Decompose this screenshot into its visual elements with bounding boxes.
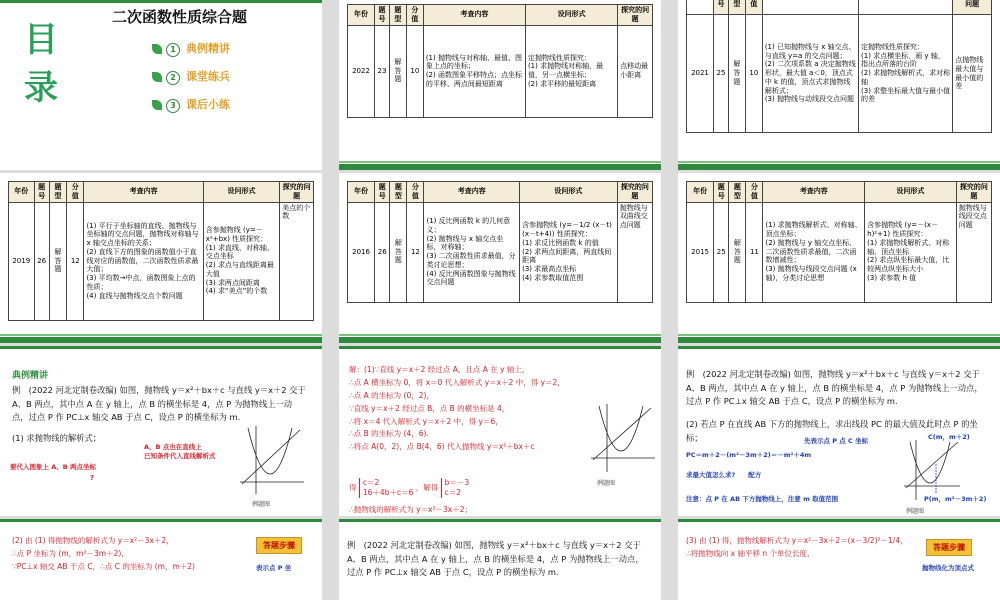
header-year: 年份	[9, 182, 35, 203]
parabola-curve	[248, 428, 292, 474]
solution-conclusion: ∴抛物线的解析式为 y＝x²－3x＋2；	[349, 505, 473, 514]
cell-year: 2016	[348, 202, 375, 302]
cell-content: (1) 求抛物线解析式、对称轴、顶点坐标； (2) 抛物线与 y 轴交点坐标，二次函数性质求最值，二次函数增减性； (3) 抛物线与线段交点问题 (x 轴)，分类讨论思想	[763, 202, 865, 302]
slide-answer-3[interactable]	[678, 519, 1000, 600]
cell-form: 含参抛物线 (y=－x²+bx) 性质探究： (1) 求直线、对称轴、交点坐标 (2) 求点与直线距离最大值 (3) 求两点间距离 (4) 求“美点”的个数	[203, 202, 280, 320]
toc-item-label: 课堂练兵	[186, 70, 230, 83]
slide-top-bar	[678, 346, 1000, 349]
cell-qtype: 解答题	[389, 25, 406, 117]
parabola-figure	[587, 402, 657, 474]
header-score: 分值	[746, 182, 763, 203]
cell-year: 2021	[687, 15, 714, 133]
header-content-blank	[762, 0, 858, 15]
slide-table-2021[interactable]	[678, 0, 1000, 170]
cell-form: 含参抛物线 (y=－(x－h)²+1) 性质探究： (1) 求抛物线解析式、对称轴、顶点坐标 (2) 求点纵坐标最大值，比较两点纵坐标大小 (3) 求参数 h 值	[865, 202, 957, 302]
slide-table-2022[interactable]	[339, 0, 661, 170]
cell-content: (1) 反比例函数 k 的几何意义； (2) 抛物线与 x 轴交点坐标，对称轴； (3) 二次函数性质求最值，分类讨论思想； (4) 反比例函数图象与抛物线交点问题	[424, 202, 520, 302]
table-row	[348, 25, 653, 117]
cell-content: (1) 已知抛物线与 x 轴交点、与直线 y=a 的交点问题； (2) 二次项系数 a 决定抛物线形状，最大值 a＜0，顶点式中 k 的值，顶点式求抛物线解析式； (3) 抛物线与动线段交点问题	[762, 15, 858, 133]
header-score: 值	[745, 0, 762, 15]
leaf-icon	[152, 44, 162, 54]
exam-table	[347, 4, 653, 118]
system-prefix: 得	[349, 482, 357, 492]
header-qnum: 号	[713, 0, 728, 15]
header-qtype: 型	[728, 0, 745, 15]
table-row	[687, 202, 992, 302]
equation-system	[349, 478, 469, 498]
leaf-icon	[152, 72, 162, 82]
question-1: (1) 求抛物线的解析式；	[12, 433, 102, 443]
toc-char-mu: 目	[24, 20, 58, 60]
header-explore: 探究的问题	[956, 182, 991, 203]
header-year: 年份	[687, 182, 714, 203]
table-header-row	[9, 182, 314, 203]
header-qnum: 题号	[375, 182, 390, 203]
exam-table	[686, 0, 992, 133]
label-point-c: C(m，m＋2)	[928, 433, 970, 441]
cell-content: (1) 抛物线与对称轴、最值、图象上点的坐标； (2) 函数图象平移特点；点坐标的平移、两点间最短距离	[423, 25, 525, 117]
slide-bottom-bar	[339, 164, 661, 170]
system-mid: ，解得	[415, 482, 439, 492]
cell-form: 含参抛物线 (y=－1/2 (x－t)(x－t+4)) 性质探究： (1) 求反比例函数 k 的值 (2) 求两点间距离，两直线间距离 (3) 求最高点坐标 (4) 求参数取值范围	[520, 202, 618, 302]
slide-toc[interactable]	[0, 0, 322, 170]
note-coordinates: 先表示点 P 点 C 坐标	[804, 437, 869, 445]
header-content: 考查内容	[423, 5, 525, 26]
cell-year: 2022	[348, 25, 375, 117]
header-qtype: 题型	[49, 182, 66, 203]
note-substitute: 要代入图象上 A、B 两点坐标	[10, 463, 97, 471]
toc-item-label: 课后小练	[186, 98, 230, 111]
cell-explore: 抛物线与线段交点问题	[956, 202, 991, 302]
header-qtype: 题型	[389, 5, 406, 26]
slide-table-2015[interactable]	[678, 173, 1000, 343]
header-form: 设问形式	[525, 5, 617, 26]
pc-formula: PC＝m＋2－(m²－3m＋2)＝－m²＋4m	[686, 451, 812, 459]
cell-year: 2019	[9, 202, 35, 320]
toc-num: 2	[166, 71, 180, 85]
header-explore: 问题	[953, 0, 992, 15]
table-row	[9, 202, 314, 320]
slide-bottom-bar	[678, 337, 1000, 343]
header-qtype: 题型	[390, 182, 407, 203]
table-header-row	[348, 5, 653, 26]
answer-text: (3) 由 (1) 得，抛物线解析式为 y＝x²－3x＋2＝(x－3/2)²－1/4， ∴将抛物线向 x 轴平移 n 个单位长度，	[686, 536, 908, 558]
section-heading: 典例精讲	[12, 371, 49, 381]
solution-brace	[441, 478, 470, 498]
header-content: 考查内容	[424, 182, 520, 203]
note-max: 求最大值怎么求? 配方	[686, 471, 762, 479]
header-year: 年份	[348, 182, 375, 203]
note-question-mark: ?	[90, 474, 95, 482]
leaf-icon	[152, 100, 162, 110]
figure-caption: 例题图	[597, 480, 616, 487]
slide-solution-1[interactable]	[339, 346, 661, 516]
slide-top-bar	[339, 346, 661, 349]
cell-form: 定抛物线性质探究： (1) 求抛物线对称轴，最值，另一点横坐标； (2) 求平移的最短距离	[525, 25, 617, 117]
note-points-on-line: A、B 点也在直线上 已知条件代入直线解析式	[144, 443, 216, 460]
solution-text: 解：(1)∵直线 y＝x＋2 经过点 A，且点 A 在 y 轴上， ∴点 A 横坐标为 0，将 x＝0 代入解析式 y＝x＋2 中，得 y＝2， ∴点 A 的坐标为 (0，2)， ∵直线 y＝x＋2 经过点 B，点 B 的横坐标是 4， ∴将 x＝4 代入解析式 y＝x＋2 中，得 y＝6， ∴点 B 的坐标为 (4，6). ∴将点 A(0，2)，点 B(4，6) 代入抛物线 y＝x²＋bx＋c	[349, 365, 565, 452]
slide-bottom-bar	[339, 337, 661, 343]
cell-qnum: 25	[714, 202, 729, 302]
note-range: 注意：点 P 在 AB 下方抛物线上，注意 m 取值范围	[686, 495, 839, 503]
header-form-blank	[859, 0, 953, 15]
cell-year: 2015	[687, 202, 714, 302]
cell-qtype: 解答题	[728, 15, 745, 133]
problem-text: 例 (2022 河北定制卷改编) 如图，抛物线 y＝x²＋bx＋c 与直线 y＝x＋2 交于 A、B 两点，其中点 A 在 y 轴上，点 B 的横坐标是 4，点 P 为抛物线上一动点，过点 P 作 PC⊥x 轴交 AB 于点 C，设点 P 的横坐标为 m.	[347, 540, 644, 578]
side-note: 表示点 P 坐	[256, 564, 292, 572]
header-qtype: 题型	[729, 182, 746, 203]
header-score: 分值	[67, 182, 84, 203]
header-qnum: 题号	[714, 182, 729, 203]
question-2: (2) 若点 P 在直线 AB 下方的抛物线上，求出线段 PC 的最大值及此时点 P 的坐标；	[686, 419, 978, 443]
system-eq1: c＝2	[362, 478, 380, 487]
system-brace	[359, 478, 413, 498]
problem-text: 例 (2022 河北定制卷改编) 如图，抛物线 y＝x²＋bx＋c 与直线 y＝x＋2 交于 A、B 两点，其中点 A 在 y 轴上，点 B 的横坐标是 4，点 P 为抛物线上一动点，过点 P 作 PC⊥x 轴交 AB 于点 C，设点 P 的横坐标为 m.	[686, 369, 983, 407]
system-eq2: 16＋4b＋c＝6	[362, 487, 414, 497]
header-form: 设问形式	[520, 182, 618, 203]
header-explore: 探究的问题	[280, 182, 314, 203]
slide-example-q1[interactable]	[0, 346, 322, 516]
header-year-blank	[687, 0, 714, 15]
slide-table-2016[interactable]	[339, 173, 661, 343]
table-row	[687, 15, 992, 133]
slide-bottom-bar	[678, 164, 1000, 170]
header-content: 考查内容	[84, 182, 203, 203]
parabola-curve	[599, 406, 643, 451]
problem-text: 例 (2022 河北定制卷改编) 如图，抛物线 y＝x²＋bx＋c 与直线 y＝x＋2 交于 A、B 两点，其中点 A 在 y 轴上，点 B 的横坐标是 4，点 P 为抛物线上一动点，过点 P 作 PC⊥x 轴交 AB 于点 C，设点 P 的横坐标为 m.	[12, 385, 306, 423]
cell-score: 10	[406, 25, 423, 117]
system-sol1: b＝－3	[444, 478, 470, 487]
table-row	[348, 202, 653, 302]
toc-char-lu: 录	[24, 68, 58, 108]
header-content: 考查内容	[763, 182, 865, 203]
table-header-row	[687, 182, 992, 203]
cell-explore: 点移动最小距离	[618, 25, 653, 117]
toc-num: 3	[166, 99, 180, 113]
table-header-row	[687, 0, 992, 15]
cell-qtype: 解答题	[49, 202, 66, 320]
answer-text: (2) 由 (1) 得抛物线的解析式为 y＝x²－3x＋2， ∴点 P 坐标为 (m，m²－3m＋2)， ∵PC⊥x 轴交 AB 于点 C，∴点 C 的坐标为 (m，m＋2)	[12, 536, 195, 571]
cell-qtype: 解答题	[390, 202, 407, 302]
label-point-p: P(m，m²－3m＋2)	[924, 495, 987, 503]
header-score: 分值	[407, 182, 424, 203]
header-explore: 探究的问题	[617, 182, 652, 203]
cell-form: 定抛物线性质探究： (1) 求点横坐标，画 y 轴，指出点所落的台阶 (2) 求抛物线解析式，求对称轴 (3) 求整坐标最大值与最小值的差	[859, 15, 953, 133]
cell-explore: 美点的个数	[280, 202, 314, 320]
header-form: 设问形式	[865, 182, 957, 203]
slide-example-q3[interactable]	[339, 519, 661, 600]
slide-top-bar	[0, 346, 322, 349]
cell-qnum: 25	[713, 15, 728, 133]
system-sol2: c＝2	[444, 487, 462, 497]
slide-top-bar	[339, 519, 661, 522]
cell-qnum: 26	[34, 202, 49, 320]
cell-qnum: 26	[375, 202, 390, 302]
slide-example-q2[interactable]	[678, 346, 1000, 516]
header-explore: 探究的问题	[618, 5, 653, 26]
table-header-row	[348, 182, 653, 203]
header-qnum: 题号	[374, 5, 389, 26]
header-qnum: 题号	[34, 182, 49, 203]
cell-explore: 抛物线与双曲线交点问题	[617, 202, 652, 302]
cell-content: (1) 平行于坐标轴的直线、抛物线与坐标轴的交点问题，抛物线对称轴与 x 轴交点坐标的关系； (2) 直线下方的图象的函数值小于直线对应的函数值，二次函数性质求最大值； (3) 平均数→中点，函数图象上点的性质； (4) 直线与抛物线交点个数问题	[84, 202, 203, 320]
figure-caption: 例题图	[252, 501, 271, 508]
toc-item-1[interactable]	[152, 40, 230, 57]
line-ab	[906, 442, 958, 488]
answer-steps-badge: 答题步骤	[926, 539, 972, 556]
cell-score: 12	[407, 202, 424, 302]
toc-num: 1	[166, 43, 180, 57]
side-note: 抛物线化为顶点式	[922, 564, 974, 572]
toc-main-title: 二次函数性质综合题	[112, 8, 248, 26]
slide-bottom-bar	[0, 337, 322, 343]
slide-table-2019[interactable]	[0, 173, 322, 343]
toc-item-2[interactable]	[152, 68, 230, 85]
figure-caption: 例题图	[906, 508, 925, 515]
slide-top-bar	[678, 519, 1000, 522]
slide-top-bar	[0, 519, 322, 522]
cell-explore: 点抛物线最大值与最小值的差	[953, 15, 992, 133]
exam-table	[686, 181, 992, 303]
parabola-figure	[234, 424, 306, 496]
cell-qnum: 23	[374, 25, 389, 117]
toc-item-label: 典例精讲	[186, 42, 230, 55]
exam-table	[347, 181, 653, 303]
header-year: 年份	[348, 5, 375, 26]
header-form: 设问形式	[203, 182, 280, 203]
answer-steps-badge: 答题步骤	[256, 537, 302, 554]
header-score: 分值	[406, 5, 423, 26]
exam-table	[8, 181, 314, 321]
parabola-figure	[902, 438, 962, 502]
cell-qtype: 解答题	[729, 202, 746, 302]
slide-top-bar	[0, 0, 322, 3]
cell-score: 10	[745, 15, 762, 133]
slide-answer-2[interactable]	[0, 519, 322, 600]
cell-score: 11	[746, 202, 763, 302]
toc-item-3[interactable]	[152, 96, 230, 113]
cell-score: 12	[67, 202, 84, 320]
